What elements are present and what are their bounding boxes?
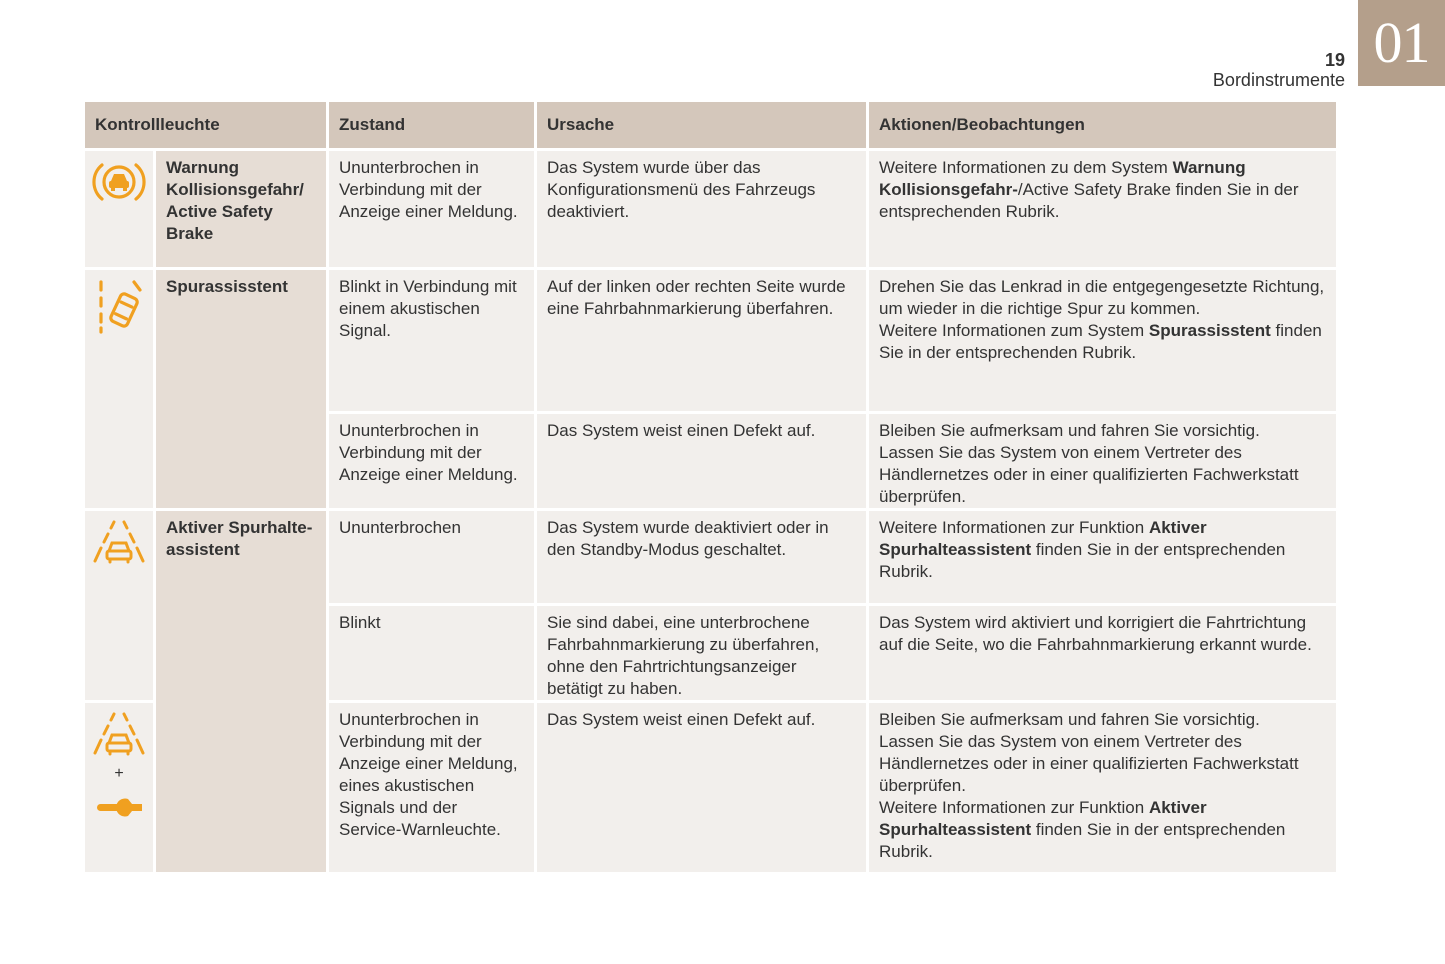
ursache-cell: Auf der linken oder rechten Seite wurde eine Fahrbahnmarkierung überfahren.: [537, 270, 866, 411]
column-header: Aktionen/Beobachtungen: [869, 102, 1336, 148]
aktion-cell: Bleiben Sie aufmerksam und fahren Sie vorsichtig. Lassen Sie das System von einem Vertreter des Händlernetzes oder in einer qualifizierten Fachwerkstatt überprüfen.: [869, 414, 1336, 508]
icon-cell: [85, 703, 153, 872]
icon-cell: [85, 151, 153, 267]
chapter-tab: 01: [1358, 0, 1445, 86]
lane-departure-icon: [85, 278, 153, 336]
aktion-cell: Bleiben Sie aufmerksam und fahren Sie vorsichtig. Lassen Sie das System von einem Vertreter des Händlernetzes oder in einer qualifizierten Fachwerkstatt überprüfen. Weitere Informationen zur Funktion Aktiver Spurhalteassistent finden Sie in der entsprechenden Rubrik.: [869, 703, 1336, 872]
zustand-cell: Ununterbrochen in Verbindung mit der Anzeige einer Meldung, eines akustischen Signals und der Service-Warnleuchte.: [329, 703, 534, 872]
ursache-cell: Das System wurde deaktiviert oder in den Standby-Modus geschaltet.: [537, 511, 866, 603]
table-row: [85, 151, 1336, 267]
zustand-cell: Ununterbrochen in Verbindung mit der Anzeige einer Meldung.: [329, 414, 534, 508]
ursache-cell: Sie sind dabei, eine unterbrochene Fahrbahnmarkierung zu überfahren, ohne den Fahrtrichtungsanzeiger betätigt zu haben.: [537, 606, 866, 700]
warning-name: Spurassisstent: [156, 270, 326, 508]
ursache-cell: Das System weist einen Defekt auf.: [537, 703, 866, 872]
column-header: Kontrollleuchte: [85, 102, 326, 148]
table-row: [85, 270, 1336, 411]
zustand-cell: Ununterbrochen: [329, 511, 534, 603]
zustand-cell: Blinkt: [329, 606, 534, 700]
table-header-row: [85, 102, 1336, 148]
table-row: [85, 511, 1336, 603]
zustand-cell: Ununterbrochen in Verbindung mit der Anzeige einer Meldung.: [329, 151, 534, 267]
column-header: Zustand: [329, 102, 534, 148]
plus-sign: +: [114, 765, 124, 782]
zustand-cell: Blinkt in Verbindung mit einem akustischen Signal.: [329, 270, 534, 411]
lane-keeping-icon: [85, 519, 153, 565]
column-header: Ursache: [537, 102, 866, 148]
collision-warning-icon: [85, 159, 153, 205]
warning-name: Aktiver Spurhalte-assistent: [156, 511, 326, 872]
lane-keeping-icon: [85, 711, 153, 757]
icon-cell: [85, 511, 153, 700]
icon-cell: [85, 270, 153, 508]
ursache-cell: Das System wurde über das Konfigurationsmenü des Fahrzeugs deaktiviert.: [537, 151, 866, 267]
ursache-cell: Das System weist einen Defekt auf.: [537, 414, 866, 508]
page-number: 19: [1324, 50, 1345, 70]
aktion-cell: Weitere Informationen zu dem System Warnung Kollisionsgefahr-/Active Safety Brake finden Sie in der entsprechenden Rubrik.: [869, 151, 1336, 267]
section-title: Bordinstrumente: [1212, 70, 1345, 90]
aktion-cell: Drehen Sie das Lenkrad in die entgegengesetzte Richtung, um wieder in die richtige Spur zu kommen. Weitere Informationen zum System Spurassisstent finden Sie in der entsprechenden Rubrik.: [869, 270, 1336, 411]
aktion-cell: Das System wird aktiviert und korrigiert die Fahrtrichtung auf die Seite, wo die Fahrbahnmarkierung erkannt wurde.: [869, 606, 1336, 700]
warning-name: Warnung Kollisionsgefahr/ Active Safety Brake: [156, 151, 326, 267]
wrench-icon: [85, 795, 153, 819]
warning-lights-table: [82, 99, 1339, 875]
aktion-cell: Weitere Informationen zur Funktion Aktiver Spurhalteassistent finden Sie in der entsprechenden Rubrik.: [869, 511, 1336, 603]
